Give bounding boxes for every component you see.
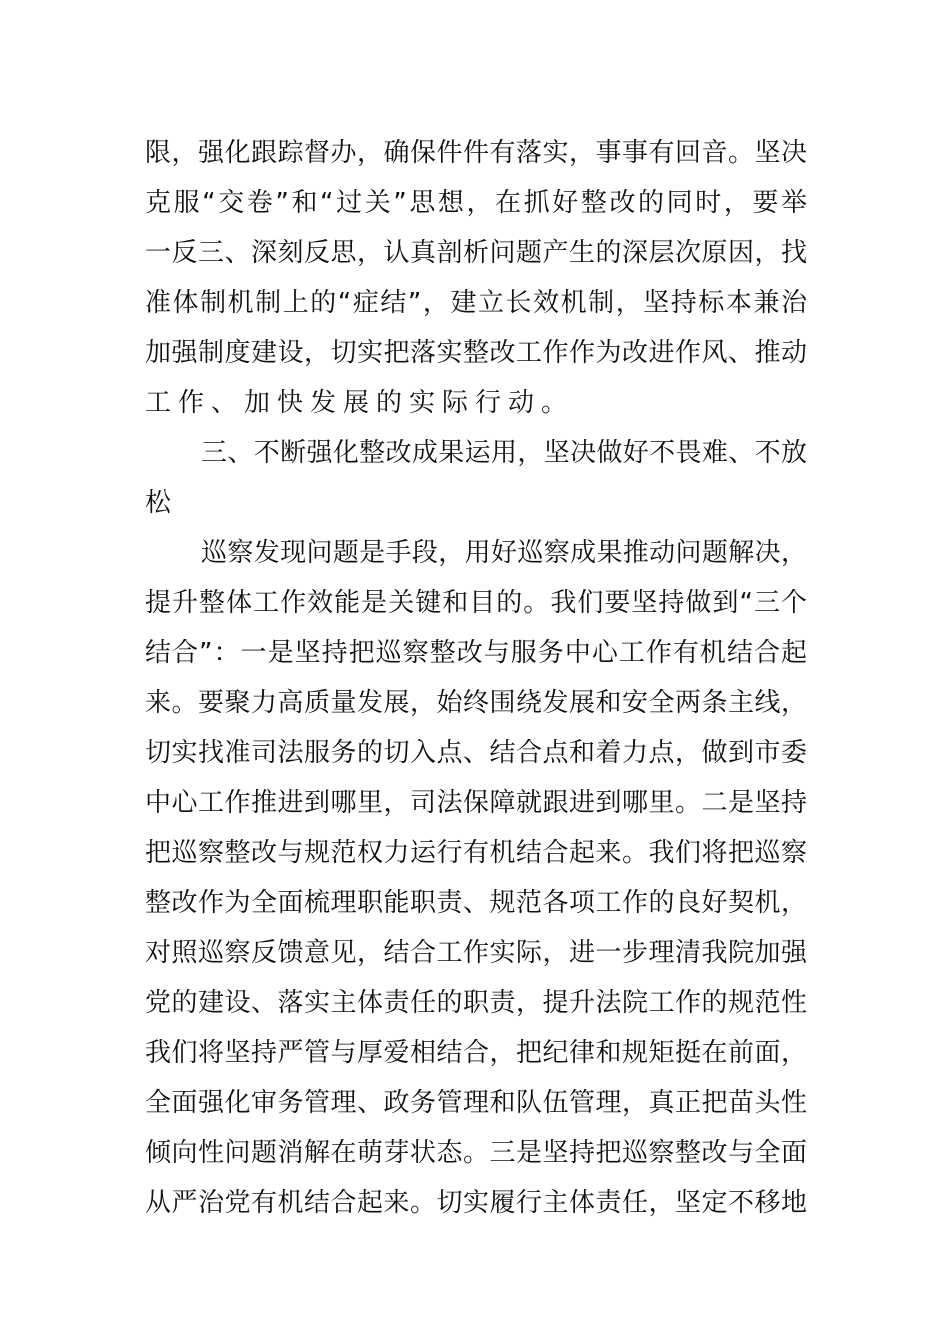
text-line: 来。要聚力高质量发展，始终围绕发展和安全两条主线， — [145, 688, 807, 718]
heading-line: 三、不断强化整改成果运用，坚决做好不畏难、不放 — [201, 438, 807, 468]
text-line: 整改作为全面梳理职能职责、规范各项工作的良好契机， — [145, 888, 807, 918]
text-line: 准体制机制上的“症结”，建立长效机制，坚持标本兼治 — [145, 288, 807, 318]
document-body — [145, 128, 807, 1228]
text-line: 我们将坚持严管与厚爱相结合，把纪律和规矩挺在前面， — [145, 1038, 807, 1068]
heading-line: 松 — [145, 488, 179, 518]
text-line: 把巡察整改与规范权力运行有机结合起来。我们将把巡察 — [145, 838, 807, 868]
text-line: 从严治党有机结合起来。切实履行主体责任，坚定不移地 — [145, 1188, 807, 1218]
text-line: 党的建设、落实主体责任的职责，提升法院工作的规范性 — [145, 988, 807, 1018]
text-line: 对照巡察反馈意见，结合工作实际，进一步理清我院加强 — [145, 938, 807, 968]
text-line: 工作、加快发展的实际行动。 — [145, 388, 575, 418]
text-line: 倾向性问题消解在萌芽状态。三是坚持把巡察整改与全面 — [145, 1138, 807, 1168]
text-line: 结合”：一是坚持把巡察整改与服务中心工作有机结合起 — [145, 638, 807, 668]
text-line: 全面强化审务管理、政务管理和队伍管理，真正把苗头性 — [145, 1088, 807, 1118]
text-line: 巡察发现问题是手段，用好巡察成果推动问题解决， — [201, 538, 807, 568]
text-line: 加强制度建设，切实把落实整改工作作为改进作风、推动 — [145, 338, 807, 368]
text-line: 提升整体工作效能是关键和目的。我们要坚持做到“三个 — [145, 588, 807, 618]
text-line: 限，强化跟踪督办，确保件件有落实，事事有回音。坚决 — [145, 138, 807, 168]
paragraph-body — [145, 528, 807, 1228]
text-line: 克服“交卷”和“过关”思想，在抓好整改的同时，要举 — [145, 188, 807, 218]
text-line: 中心工作推进到哪里，司法保障就跟进到哪里。二是坚持 — [145, 788, 807, 818]
text-line: 切实找准司法服务的切入点、结合点和着力点，做到市委 — [145, 738, 807, 768]
paragraph-continuation — [145, 128, 807, 428]
text-line: 一反三、深刻反思，认真剖析问题产生的深层次原因，找 — [145, 238, 807, 268]
section-heading — [145, 428, 807, 528]
